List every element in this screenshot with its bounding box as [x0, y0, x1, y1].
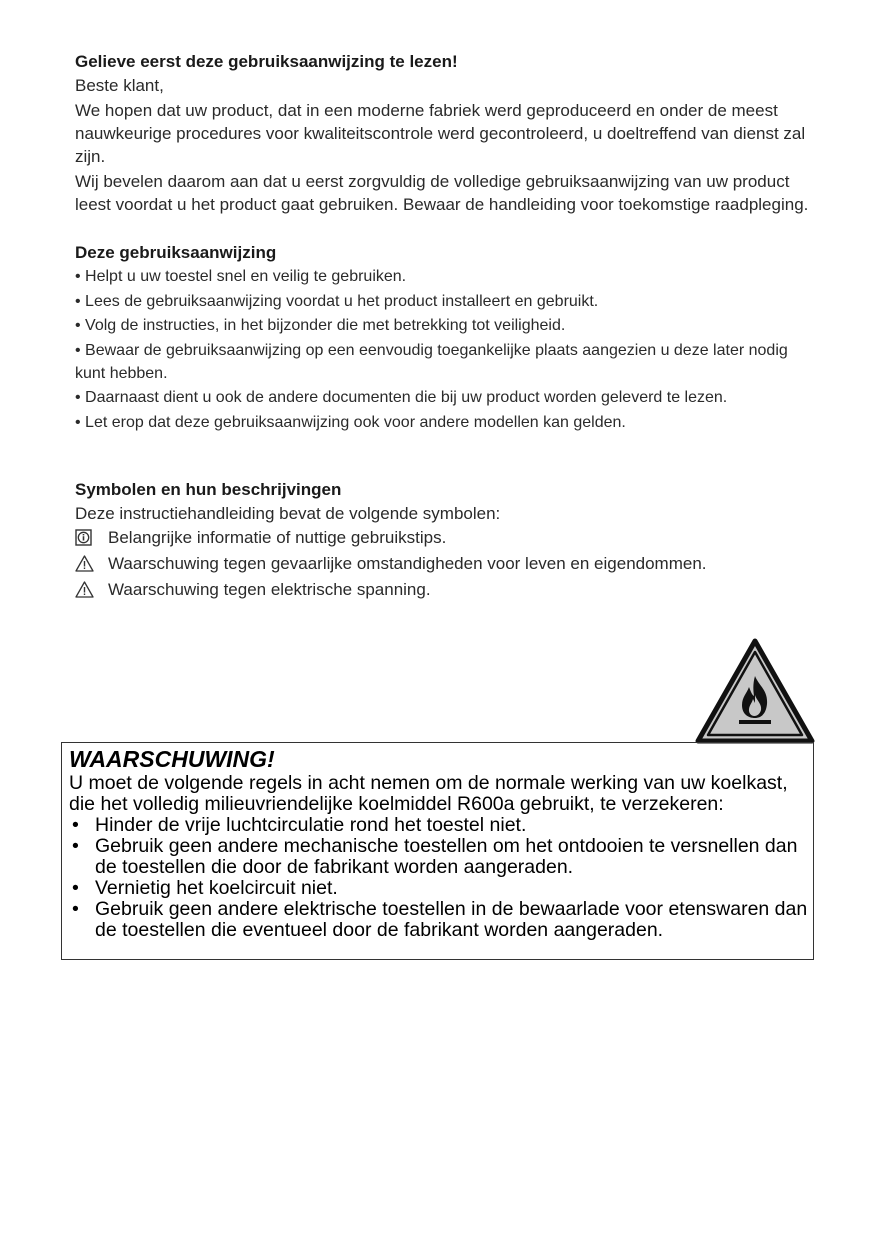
intro-heading: Gelieve eerst deze gebruiksaanwijzing te lezen! [75, 52, 458, 71]
symbol-description: Waarschuwing tegen gevaarlijke omstandigheden voor leven en eigendommen. [108, 553, 707, 573]
manual-list [75, 265, 810, 434]
list-item: • Hinder de vrije luchtcirculatie rond het toestel niet. [72, 814, 527, 836]
symbol-description: Waarschuwing tegen elektrische spanning. [108, 579, 431, 599]
warning-triangle-icon [75, 581, 108, 598]
info-icon [75, 529, 108, 546]
warning-list [69, 815, 813, 941]
warning-box [61, 742, 814, 960]
list-item: • Lees de gebruiksaanwijzing voordat u het product installeert en gebruikt. [75, 292, 599, 310]
manual-heading: Deze gebruiksaanwijzing [75, 243, 277, 262]
symbol-row-warning [75, 551, 810, 577]
list-item: • Daarnaast dient u ook de andere documenten die bij uw product worden geleverd te lezen. [75, 389, 728, 406]
symbol-row-info [75, 525, 810, 551]
bullet: • [72, 835, 79, 857]
bullet: • [72, 898, 79, 920]
bullet: • [72, 814, 79, 836]
warning-triangle-icon [75, 555, 108, 572]
bullet: • [72, 877, 79, 899]
list-item: • Let erop dat deze gebruiksaanwijzing ook voor andere modellen kan gelden. [75, 413, 626, 431]
list-item: • Gebruik geen andere mechanische toestellen om het ontdooien te versnellen dan de toestellen die door de fabrikant worden aangeraden. [72, 835, 798, 878]
symbols-heading: Symbolen en hun beschrijvingen [75, 479, 342, 499]
warning-intro: U moet de volgende regels in acht nemen om de normale werking van uw koelkast, die het volledig milieuvriendelijke koelmiddel R600a gebruikt, te verzekeren: [69, 772, 788, 815]
list-item: • Volg de instructies, in het bijzonder die met betrekking tot veiligheid. [75, 317, 566, 334]
greeting: Beste klant, [75, 76, 164, 95]
intro-paragraph-1: We hopen dat uw product, dat in een moderne fabriek werd geproduceerd en onder de meest nauwkeurige procedures voor kwaliteitscontrole werd gecontroleerd, u doeltreffend van dienst zal zijn. [75, 101, 806, 166]
list-item: • Helpt u uw toestel snel en veilig te gebruiken. [75, 268, 407, 285]
manual-page [75, 50, 810, 603]
list-item: • Bewaar de gebruiksaanwijzing op een eenvoudig toegankelijke plaats aangezien u deze later nodig kunt hebben. [75, 341, 788, 382]
list-item: • Vernietig het koelcircuit niet. [72, 877, 338, 899]
list-item: • Gebruik geen andere elektrische toestellen in de bewaarlade voor etenswaren dan de toestellen die eventueel door de fabrikant worden aangeraden. [72, 898, 808, 941]
intro-paragraph-2: Wij bevelen daarom aan dat u eerst zorgvuldig de volledige gebruiksaanwijzing van uw product leest voordat u het product gaat gebruiken. Bewaar de handleiding voor toekomstige raadpleging. [75, 172, 809, 214]
symbols-intro: Deze instructiehandleiding bevat de volgende symbolen: [75, 503, 501, 523]
symbol-description: Belangrijke informatie of nuttige gebruikstips. [108, 527, 447, 547]
warning-title: WAARSCHUWING! [69, 746, 275, 772]
symbol-row-electric [75, 577, 810, 603]
flammable-hazard-icon [695, 638, 815, 744]
